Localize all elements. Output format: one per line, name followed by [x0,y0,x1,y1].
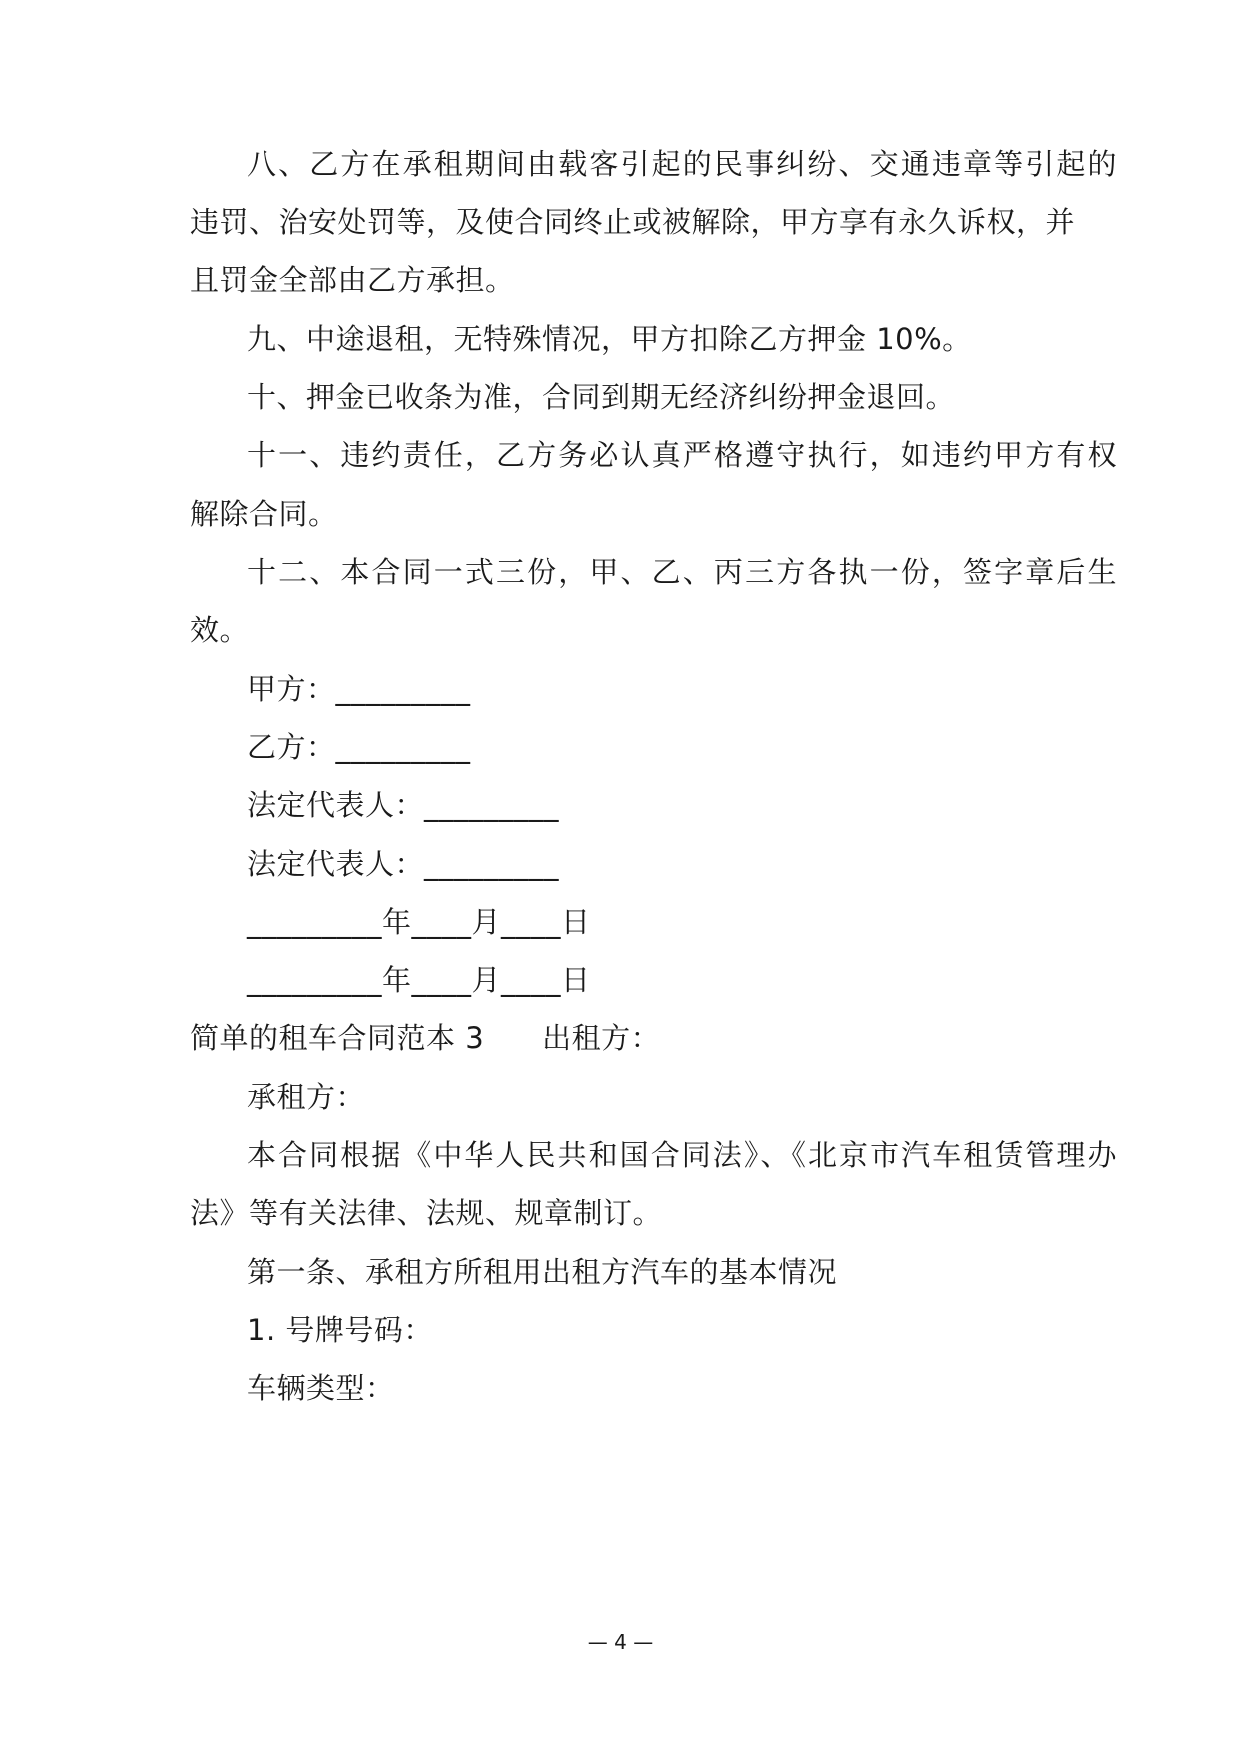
lessor-label: 出租方： [542,1021,661,1055]
license-plate-item: 1. 号牌号码： [247,1313,433,1347]
lessee-label: 承租方： [247,1080,366,1114]
section3-heading-line [190,1018,1060,1058]
party-b-signature: 乙方：_________ [247,730,471,764]
vehicle-type-item: 车辆类型： [247,1371,395,1405]
article1-heading: 第一条、承租方所租用出租方汽车的基本情况 [247,1255,838,1289]
page-number: — 4 — [587,1630,654,1654]
signature-date-2: _________年____月____日 [247,963,591,997]
para11-line1: 十一、违约责任，乙方务必认真严格遵守执行，如违约甲方有权 [247,438,1117,472]
para8-line3: 且罚金全部由乙方承担。 [190,263,515,297]
intro-line1: 本合同根据《中华人民共和国合同法》、《北京市汽车租赁管理办 [247,1138,1117,1172]
legal-representative-1: 法定代表人：_________ [247,788,560,822]
section3-title: 简单的租车合同范本 3 [190,1021,485,1055]
intro-line2: 法》等有关法律、法规、规章制订。 [190,1196,663,1230]
party-a-signature: 甲方：_________ [247,672,471,706]
para10: 十、押金已收条为准，合同到期无经济纠纷押金退回。 [247,380,956,414]
para11-line2: 解除合同。 [190,497,338,531]
para8-line2: 违罚、治安处罚等，及使合同终止或被解除，甲方享有永久诉权，并 [190,205,1076,239]
para12-line2: 效。 [190,613,250,647]
para8-line1: 八、乙方在承租期间由载客引起的民事纠纷、交通违章等引起的 [247,147,1117,181]
para12-line1: 十二、本合同一式三份，甲、乙、丙三方各执一份，签字章后生 [247,555,1117,589]
legal-representative-2: 法定代表人：_________ [247,847,560,881]
para9: 九、中途退租，无特殊情况，甲方扣除乙方押金 10%。 [247,322,972,356]
signature-date-1: _________年____月____日 [247,905,591,939]
